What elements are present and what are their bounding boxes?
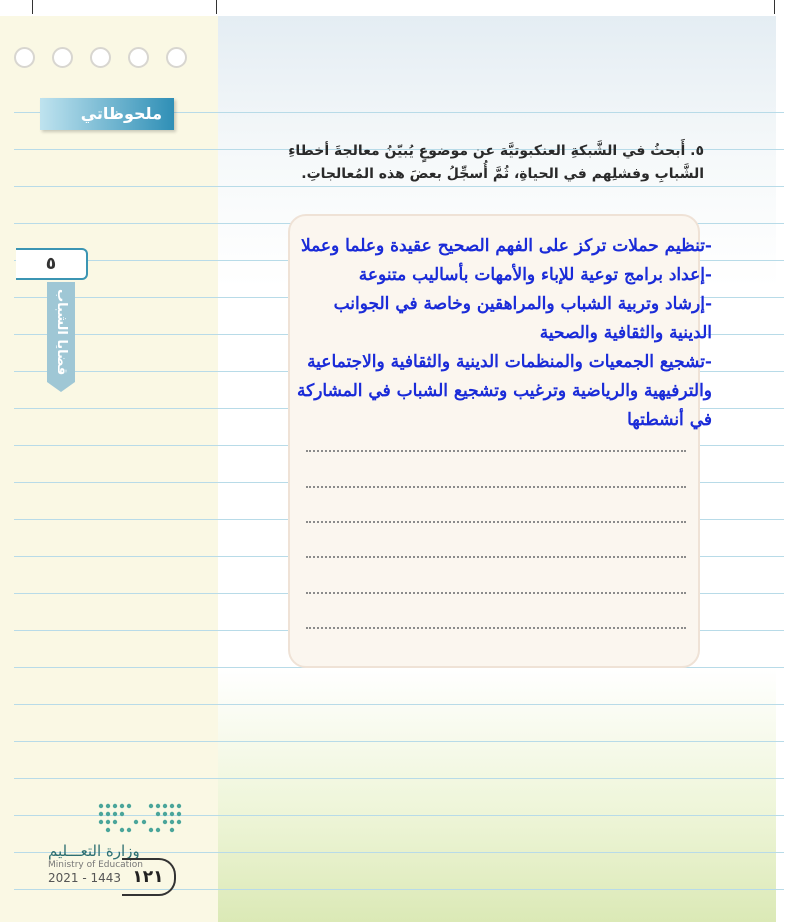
answer-dotted-line [306,450,686,452]
answer-line: -إرشاد وتربية الشباب والمراهقين وخاصة في الجوانب [333,294,712,314]
ruled-line [14,186,784,187]
answer-line: والترفيهية والرياضية وترغيب وتشجيع الشباب في المشاركة [296,381,712,401]
ruled-line [14,741,784,742]
edition-year: 2021 - 1443 [48,871,122,885]
ruled-line [14,778,784,779]
answer-dotted-line [306,521,686,523]
ministry-name-arabic: وزارة التعـــليم [48,842,140,860]
page-number: ١٢١ [122,858,176,896]
binder-hole [90,47,111,68]
crop-mark [774,0,775,14]
exercise-question: ٥. أَبحثُ في الشَّبكةِ العنكبوتيَّة عن موضوعٍ يُبيّنُ معالجةَ أخطاءِ الشَّبابِ وفشلِهم في الحياةِ، ثُمَّ أُسجِّلُ بعضَ هذه المُعالجاتِ. [288,143,704,182]
page-margin [776,0,800,922]
crop-mark [216,0,217,14]
answer-line: -إعداد برامج توعية للإباء والأمهات بأساليب متنوعة [358,265,712,285]
unit-number-box: ٥ [16,248,88,280]
answer-dotted-line [306,556,686,558]
answer-dotted-line [306,486,686,488]
answer-dotted-line [306,627,686,629]
binder-hole [52,47,73,68]
answer-line: الدينية والثقافية والصحية [539,323,712,343]
ruled-line [14,704,784,705]
binder-hole [166,47,187,68]
notes-title-tab: ملحوظاتي [40,98,174,130]
handwritten-answers [272,232,712,435]
answer-line: في أنشطتها [627,410,712,430]
binder-hole [14,47,35,68]
ministry-name-english: Ministry of Education [48,860,143,870]
unit-title-label: قضايا الشباب [47,282,75,382]
answer-line: -تشجيع الجمعيات والمنظمات الدينية والثقافية والاجتماعية [307,352,712,372]
unit-label-arrow [47,382,75,392]
answer-dotted-line [306,592,686,594]
binder-hole [128,47,149,68]
notes-sidebar [0,16,218,922]
answer-line: -تنظيم حملات تركز على الفهم الصحيح عقيدة وعلما وعملا [300,236,712,256]
ministry-logo-icon [95,800,185,836]
crop-mark [32,0,33,14]
